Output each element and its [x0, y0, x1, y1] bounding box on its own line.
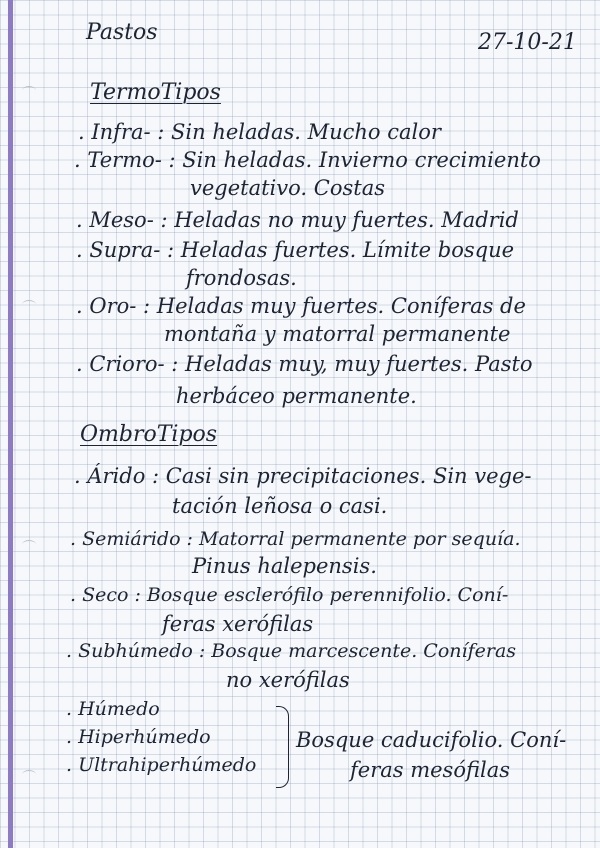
termotipo-oro: . Oro- : Heladas muy fuertes. Coníferas de: [76, 294, 526, 318]
section-heading-termotipos: TermoTipos: [90, 80, 221, 105]
ombrotipo-seco-cont: feras xerófilas: [162, 612, 314, 636]
termotipo-crioro: . Crioro- : Heladas muy, muy fuertes. Pasto: [76, 352, 533, 376]
grouping-bracket: [276, 706, 289, 788]
punch-hole: [22, 540, 36, 549]
ombrotipo-arido: . Árido : Casi sin precipitaciones. Sin vege-: [74, 464, 532, 488]
section-heading-ombrotipos: OmbroTipos: [80, 422, 218, 447]
termotipo-termo-cont: vegetativo. Costas: [190, 176, 385, 200]
termotipo-supra-cont: frondosas.: [186, 266, 297, 290]
page-title: Pastos: [86, 20, 158, 45]
termotipo-meso: . Meso- : Heladas no muy fuertes. Madrid: [76, 208, 519, 232]
page-date: 27-10-21: [478, 30, 577, 55]
termotipo-supra: . Supra- : Heladas fuertes. Límite bosque: [76, 238, 515, 262]
group-description-cont: feras mesófilas: [350, 758, 510, 782]
group-description: Bosque caducifolio. Coní-: [296, 728, 567, 752]
punch-hole: [22, 86, 36, 95]
ombrotipo-arido-cont: tación leñosa o casi.: [172, 494, 388, 518]
ombrotipo-hiperhumedo: . Hiperhúmedo: [66, 726, 211, 748]
ombrotipo-semiarido: . Semiárido : Matorral permanente por sequía.: [70, 528, 521, 550]
punch-hole: [22, 300, 36, 309]
termotipo-termo: . Termo- : Sin heladas. Invierno crecimiento: [74, 148, 541, 172]
margin-line: [8, 0, 13, 848]
ombrotipo-seco: . Seco : Bosque esclerófilo perennifolio. Coní-: [70, 584, 509, 606]
termotipo-crioro-cont: herbáceo permanente.: [176, 384, 417, 408]
punch-hole: [22, 770, 36, 779]
termotipo-oro-cont: montaña y matorral permanente: [164, 322, 511, 346]
ombrotipo-subhumedo: . Subhúmedo : Bosque marcescente. Coníferas: [66, 640, 517, 662]
termotipo-infra: . Infra- : Sin heladas. Mucho calor: [78, 120, 441, 144]
ombrotipo-ultrahiperhumedo: . Ultrahiperhúmedo: [66, 754, 257, 776]
ombrotipo-humedo: . Húmedo: [66, 698, 160, 720]
ombrotipo-semiarido-cont: Pinus halepensis.: [192, 554, 377, 578]
ombrotipo-subhumedo-cont: no xerófilas: [226, 668, 350, 692]
